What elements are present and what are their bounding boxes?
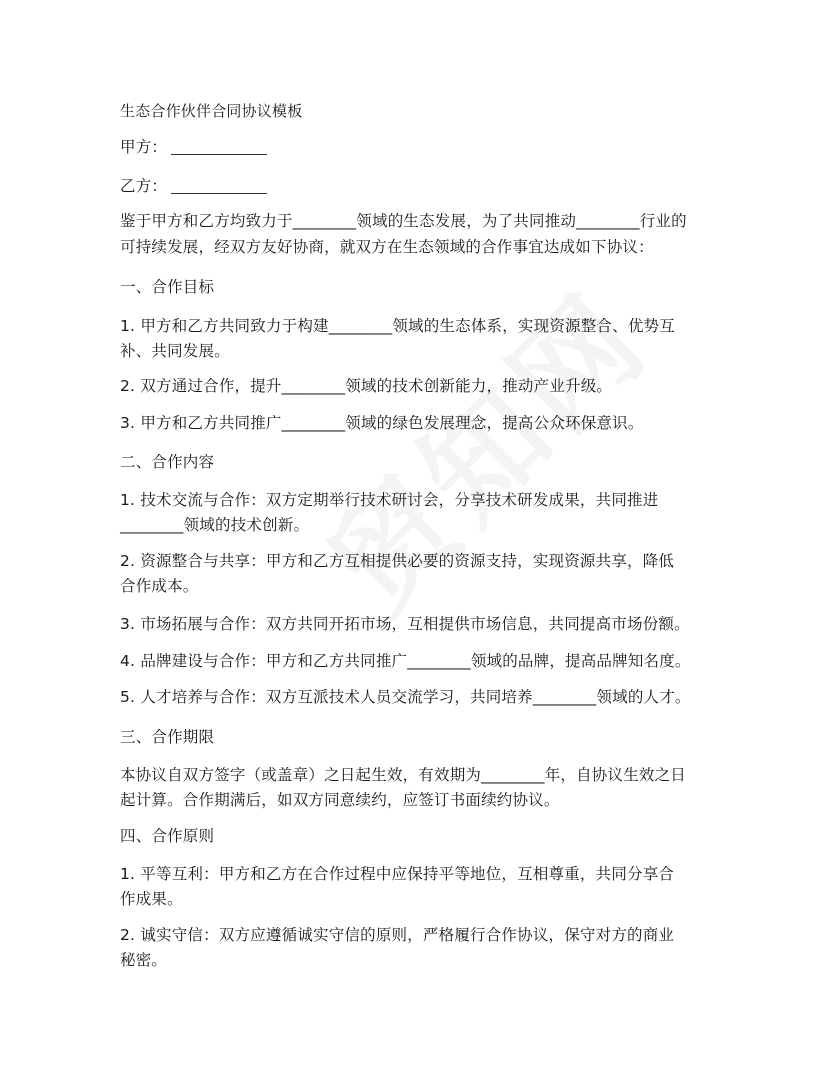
party-b-line [120,176,267,196]
paragraph-line: 1. 甲方和乙方共同致力于构建________领域的生态体系，实现资源整合、优势互 [120,317,675,335]
paragraph-line: 2. 资源整合与共享：甲方和乙方互相提供必要的资源支持，实现资源共享，降低 [120,552,675,570]
section-heading: 三、合作期限 [120,728,215,746]
paragraph-line: 秘密。 [120,951,168,969]
paragraph-line: 补、共同发展。 [120,342,230,360]
party-a-label: 甲方： [120,138,168,156]
paragraph-line: 2. 双方通过合作，提升________领域的技术创新能力，推动产业升级。 [120,377,613,395]
watermark [285,249,678,642]
party-a-line [120,137,267,157]
paragraph-line: 5. 人才培养与合作：双方互派技术人员交流学习，共同培养________领域的人才。 [120,688,691,706]
section-heading: 四、合作原则 [120,827,215,845]
paragraph-line: 2. 诚实守信：双方应遵循诚实守信的原则，严格履行合作协议，保守对方的商业 [120,926,675,944]
paragraph-line: 作成果。 [120,890,183,908]
paragraph-line: 3. 甲方和乙方共同推广________领域的绿色发展理念，提高公众环保意识。 [120,414,644,432]
paragraph-line: 1. 技术交流与合作：双方定期举行技术研讨会，分享技术研发成果，共同推进 [120,491,659,509]
preamble-line-1: 鉴于甲方和乙方均致力于________领域的生态发展，为了共同推动________行业的 [120,212,687,230]
paragraph-line: 3. 市场拓展与合作：双方共同开拓市场，互相提供市场信息，共同提高市场份额。 [120,615,690,633]
section-heading: 二、合作内容 [120,453,215,471]
preamble-line-2: 可持续发展，经双方友好协商，就双方在生态领域的合作事宜达成如下协议： [120,238,654,256]
party-a-blank[interactable] [171,154,267,155]
paragraph-line: ________领域的技术创新。 [120,516,310,534]
paragraph-line: 本协议自双方签字（或盖章）之日起生效，有效期为________年，自协议生效之日 [120,766,687,784]
party-b-blank[interactable] [171,193,267,194]
paragraph-line: 起计算。合作期满后，如双方同意续约，应签订书面续约协议。 [120,791,560,809]
party-b-label: 乙方： [120,177,168,195]
paragraph-line: 4. 品牌建设与合作：甲方和乙方共同推广________领域的品牌，提高品牌知名度。 [120,652,691,670]
document-title: 生态合作伙伴合同协议模板 [120,102,303,120]
paragraph-line: 合作成本。 [120,577,199,595]
paragraph-line: 1. 平等互利：甲方和乙方在合作过程中应保持平等地位，互相尊重，共同分享合 [120,865,675,883]
section-heading: 一、合作目标 [120,278,215,296]
